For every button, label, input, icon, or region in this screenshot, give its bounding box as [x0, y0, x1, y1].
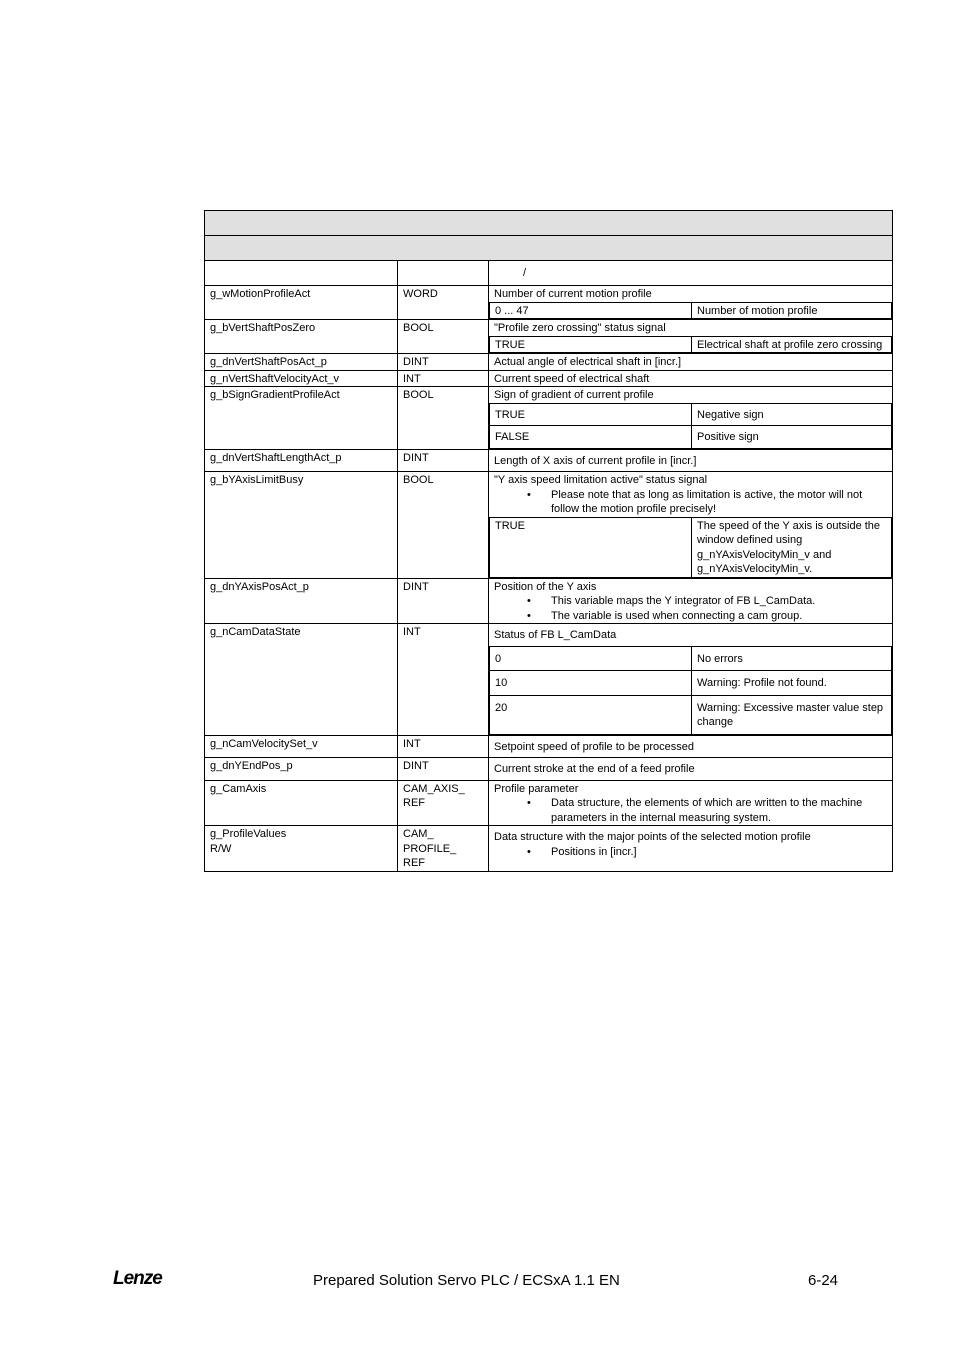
variable-name [205, 387, 398, 450]
data-type-line: CAM_ [403, 828, 434, 840]
variable-name [205, 449, 398, 472]
variable-name-line: g_wMotionProfileAct [210, 288, 311, 300]
table-row [205, 387, 893, 450]
data-type-line: BOOL [403, 474, 434, 486]
data-type-line: DINT [403, 356, 429, 368]
description-text: Setpoint speed of profile to be processed [494, 740, 694, 753]
value-row [490, 695, 892, 734]
data-type [398, 354, 489, 371]
description-text: Length of X axis of current profile in [incr.] [494, 454, 697, 467]
description-text: Sign of gradient of current profile [494, 389, 654, 401]
description-cell [489, 826, 893, 872]
lenze-logo: Lenze [113, 1268, 162, 1289]
value-key: TRUE [490, 517, 692, 577]
description-cell [489, 624, 893, 736]
description-text: Current speed of electrical shaft [494, 372, 650, 385]
value-subtable [489, 302, 892, 320]
value-key: 20 [490, 695, 692, 734]
description-text: Data structure with the major points of the selected motion profile [494, 831, 811, 843]
data-type-line: INT [403, 372, 421, 385]
bullet-item: • Data structure, the elements of which are written to the machine parameters in the internal measuring system. [494, 796, 887, 825]
data-type [398, 387, 489, 450]
data-type [398, 735, 489, 758]
table-row [205, 758, 893, 781]
variable-name-line: g_nCamDataState [210, 626, 301, 638]
description-cell [489, 320, 893, 354]
data-type-line: CAM_AXIS_ [403, 782, 465, 795]
data-type-line: DINT [403, 760, 429, 772]
table-row [205, 286, 893, 320]
value-subtable [489, 336, 892, 354]
value-row [490, 646, 892, 671]
description-cell [489, 758, 893, 781]
data-type-line: BOOL [403, 322, 434, 334]
variable-name-line: g_bSignGradientProfileAct [210, 389, 340, 401]
table-row [205, 472, 893, 579]
bullet-item: • This variable maps the Y integrator of FB L_CamData. [494, 594, 887, 609]
variable-name-line: g_nCamVelocitySet_v [210, 737, 318, 750]
data-type-line: INT [403, 737, 421, 750]
value-meaning: Warning: Profile not found. [692, 671, 892, 696]
data-type-line: WORD [403, 288, 438, 300]
data-type-line: PROFILE_ [403, 842, 457, 855]
description-cell [489, 578, 893, 624]
value-subtable [489, 517, 892, 578]
bullet-list [494, 845, 887, 860]
table-row [205, 780, 893, 826]
value-row [490, 336, 892, 353]
variable-name [205, 826, 398, 872]
description-cell [489, 472, 893, 579]
table-row [205, 320, 893, 354]
variable-name-line: g_bYAxisLimitBusy [210, 474, 304, 486]
value-meaning: Electrical shaft at profile zero crossing [692, 336, 892, 353]
description-text: Status of FB L_CamData [494, 629, 617, 641]
data-type [398, 758, 489, 781]
description-text: Number of current motion profile [494, 288, 652, 300]
table-row [205, 370, 893, 387]
variable-name-line: g_CamAxis [210, 782, 267, 795]
value-key: 0 ... 47 [490, 302, 692, 319]
variable-name-line: g_dnVertShaftPosAct_p [210, 356, 327, 368]
data-type [398, 826, 489, 872]
data-type [398, 449, 489, 472]
table-row [205, 735, 893, 758]
table-row [205, 578, 893, 624]
variable-name [205, 735, 398, 758]
value-meaning: Warning: Excessive master value step change [692, 695, 892, 734]
description-cell [489, 735, 893, 758]
variable-table [204, 210, 893, 872]
description-text: "Y axis speed limitation active" status signal [494, 474, 708, 486]
variable-name-line: g_dnYEndPos_p [210, 760, 293, 772]
bullet-item: • Positions in [incr.] [494, 845, 887, 860]
table-row [205, 449, 893, 472]
data-type [398, 472, 489, 579]
value-meaning: Positive sign [692, 426, 892, 449]
data-type [398, 780, 489, 826]
bullet-list [494, 796, 887, 825]
value-meaning: Negative sign [692, 403, 892, 426]
data-type [398, 286, 489, 320]
header-slash: / [523, 267, 527, 279]
variable-name [205, 370, 398, 387]
bullet-list [494, 488, 887, 517]
table-title-row [205, 211, 893, 236]
bullet-item: • The variable is used when connecting a cam group. [494, 609, 887, 624]
value-subtable [489, 403, 892, 449]
variable-name-line: g_bVertShaftPosZero [210, 322, 316, 334]
bullet-item: • Please note that as long as limitation is active, the motor will not follow the motion profile precisely! [494, 488, 887, 517]
variable-name-line: g_dnVertShaftLengthAct_p [210, 451, 342, 464]
variable-name [205, 578, 398, 624]
page-number: 6-24 [808, 1272, 839, 1289]
variable-name-line: R/W [210, 842, 232, 855]
table-row [205, 826, 893, 872]
value-key: TRUE [490, 336, 692, 353]
description-cell [489, 370, 893, 387]
value-meaning: Number of motion profile [692, 302, 892, 319]
data-type [398, 624, 489, 736]
description-text: Position of the Y axis [494, 580, 597, 593]
description-text: Actual angle of electrical shaft in [incr.] [494, 356, 682, 368]
variable-name [205, 780, 398, 826]
variable-name [205, 354, 398, 371]
data-type [398, 320, 489, 354]
variable-name [205, 758, 398, 781]
data-type-line: DINT [403, 580, 429, 593]
description-cell [489, 449, 893, 472]
data-type [398, 370, 489, 387]
value-key: FALSE [490, 426, 692, 449]
value-meaning: No errors [692, 646, 892, 671]
data-type-line: DINT [403, 451, 429, 464]
data-type [398, 578, 489, 624]
variable-name-line: g_nVertShaftVelocityAct_v [210, 372, 340, 385]
description-text: Current stroke at the end of a feed profile [494, 763, 695, 775]
value-subtable [489, 646, 892, 735]
value-meaning: The speed of the Y axis is outside the window defined using g_nYAxisVelocityMin_v and g_nYAxisVelocityMin_v. [692, 517, 892, 577]
data-type-line: INT [403, 626, 421, 638]
bullet-list [494, 594, 887, 623]
value-key: 10 [490, 671, 692, 696]
description-cell [489, 354, 893, 371]
description-cell [489, 780, 893, 826]
table-subtitle-row [205, 236, 893, 261]
value-row [490, 426, 892, 449]
variable-name-line: g_ProfileValues [210, 828, 287, 840]
table-header-row [205, 261, 893, 286]
data-type-line: REF [403, 797, 425, 809]
data-type-line: BOOL [403, 389, 434, 401]
variable-name [205, 286, 398, 320]
value-row [490, 302, 892, 319]
value-row [490, 671, 892, 696]
variable-name [205, 624, 398, 736]
value-key: TRUE [490, 403, 692, 426]
description-text: Profile parameter [494, 782, 579, 795]
variable-name-line: g_dnYAxisPosAct_p [210, 580, 309, 593]
value-row [490, 403, 892, 426]
data-type-line: REF [403, 857, 425, 869]
description-cell [489, 286, 893, 320]
variable-name [205, 320, 398, 354]
table-row [205, 354, 893, 371]
table-row [205, 624, 893, 736]
footer-title: Prepared Solution Servo PLC / ECSxA 1.1 EN [313, 1272, 620, 1289]
description-cell [489, 387, 893, 450]
value-row [490, 517, 892, 577]
value-key: 0 [490, 646, 692, 671]
variable-name [205, 472, 398, 579]
description-text: "Profile zero crossing" status signal [494, 322, 666, 334]
